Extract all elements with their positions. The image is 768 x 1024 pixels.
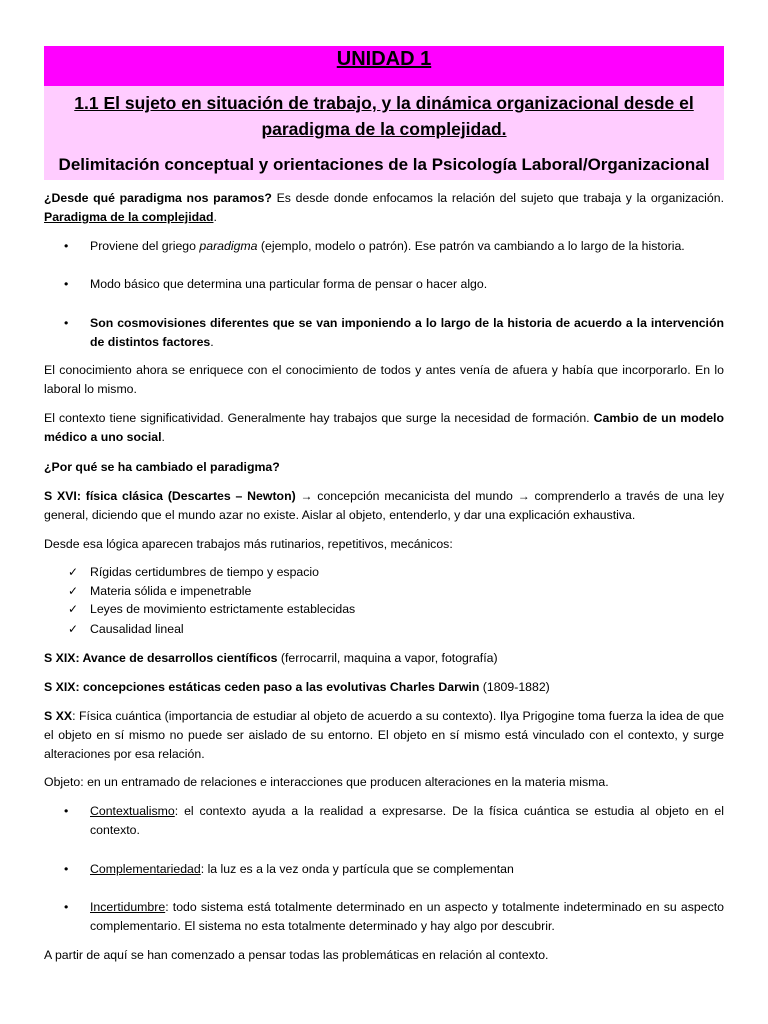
paragraph-s-xvi: S XVI: física clásica (Descartes – Newton) → concepción mecanicista del mundo → comprenderlo a través de una ley general, diciendo que el mundo azar no existe. Aislar al objeto, entenderlo, y dar una explicación exhaustiva. bbox=[44, 489, 724, 522]
list-item: • Proviene del griego paradigma (ejemplo, modelo o patrón). Ese patrón va cambiando a lo largo de la historia. bbox=[44, 237, 724, 256]
list-item: • Modo básico que determina una particular forma de pensar o hacer algo. bbox=[44, 275, 724, 294]
arrow-right-icon: → bbox=[517, 489, 530, 503]
list-item: ✓ Rígidas certidumbres de tiempo y espacio bbox=[44, 563, 724, 582]
paragraph-knowledge: El conocimiento ahora se enriquece con el conocimiento de todos y antes venía de afuera y había que incorporarlo. En lo laboral lo mismo. bbox=[44, 363, 724, 396]
paragraph-s-xix-science: S XIX: Avance de desarrollos científicos (ferrocarril, maquina a vapor, fotografía) bbox=[44, 651, 498, 665]
bullet-icon: • bbox=[64, 862, 69, 876]
list-item: • Contextualismo: el contexto ayuda a la realidad a expresarse. De la física cuántica se estudia al objeto en el contexto. bbox=[64, 804, 724, 837]
checkmark-icon: ✓ bbox=[68, 565, 79, 579]
paragraph-paradigm: ¿Desde qué paradigma nos paramos? Es desde donde enfocamos la relación del sujeto que trabaja y la organización. Paradigma de la complejidad. bbox=[44, 191, 724, 224]
list-item: ✓ Causalidad lineal bbox=[44, 620, 724, 639]
list-item: • Son cosmovisiones diferentes que se van imponiendo a lo largo de la historia de acuerdo a la intervención de distintos factores. bbox=[64, 316, 724, 349]
bullet-icon: • bbox=[64, 804, 69, 818]
bullet-icon: • bbox=[64, 239, 69, 253]
checkmark-icon: ✓ bbox=[68, 584, 79, 598]
list-item: ✓ Leyes de movimiento estrictamente establecidas bbox=[44, 600, 724, 619]
list-item: ✓ Materia sólida e impenetrable bbox=[44, 582, 724, 601]
paragraph-s-xix-darwin: S XIX: concepciones estáticas ceden paso a las evolutivas Charles Darwin (1809-1882) bbox=[44, 680, 550, 694]
arrow-right-icon: → bbox=[300, 489, 313, 503]
section-title: 1.1 El sujeto en situación de trabajo, y la dinámica organizacional desde el paradigma de la complejidad. bbox=[74, 93, 694, 139]
paradigm-link-text: Paradigma de la complejidad bbox=[44, 210, 214, 224]
paragraph-routine-work: Desde esa lógica aparecen trabajos más rutinarios, repetitivos, mecánicos: bbox=[44, 537, 453, 551]
bullet-icon: • bbox=[64, 900, 69, 914]
list-item: • Incertidumbre: todo sistema está totalmente determinado en un aspecto y totalmente indeterminado en su aspecto complementario. El sistema no esta totalmente determinado y hay algo por descubrir. bbox=[64, 900, 724, 933]
unit-title: UNIDAD 1 bbox=[336, 48, 432, 70]
paragraph-conclusion: A partir de aquí se han comenzado a pensar todas las problemáticas en relación al contexto. bbox=[44, 948, 549, 962]
paragraph-context: El contexto tiene significatividad. Generalmente hay trabajos que surge la necesidad de formación. Cambio de un modelo médico a uno social. bbox=[44, 411, 724, 444]
section-subtitle: Delimitación conceptual y orientaciones de la Psicología Laboral/Organizacional bbox=[58, 155, 710, 174]
checkmark-icon: ✓ bbox=[68, 602, 79, 616]
bullet-icon: • bbox=[64, 316, 69, 330]
question-text: ¿Desde qué paradigma nos paramos? bbox=[44, 191, 272, 205]
bullet-icon: • bbox=[64, 277, 69, 291]
question-why-changed: ¿Por qué se ha cambiado el paradigma? bbox=[44, 460, 280, 474]
paragraph-s-xx: S XX: Física cuántica (importancia de estudiar al objeto de acuerdo a su contexto). Ilya Prigogine toma fuerza la idea de que el objeto en sí mismo no puede ser aislado de su entorno. El objeto en sí mismo está vinculado con el contexto, y surge alteraciones por esa relación. bbox=[44, 709, 725, 761]
paragraph-object: Objeto: en un entramado de relaciones e interacciones que producen alteraciones en la materia misma. bbox=[44, 775, 609, 789]
checkmark-icon: ✓ bbox=[68, 622, 79, 636]
list-item: • Complementariedad: la luz es a la vez onda y partícula que se complementan bbox=[44, 860, 724, 879]
